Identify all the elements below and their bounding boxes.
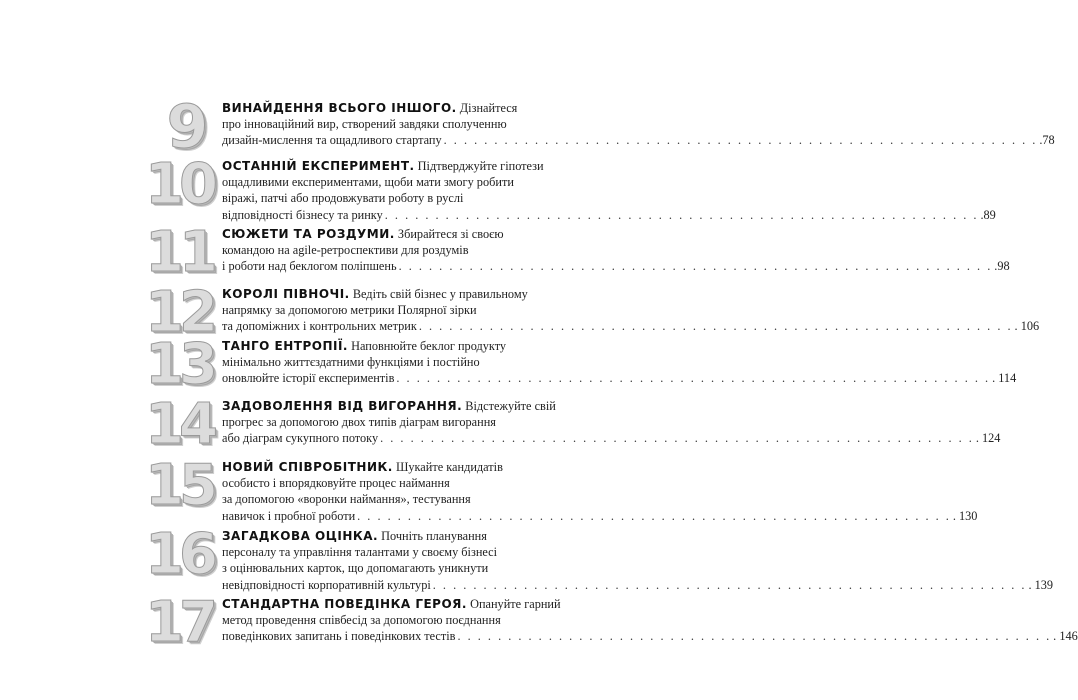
leader-dots bbox=[396, 370, 990, 386]
chapter-title: ЗАДОВОЛЕННЯ ВІД ВИГОРАННЯ. bbox=[222, 399, 463, 413]
chapter-title: ОСТАННІЙ ЕКСПЕРИМЕНТ. bbox=[222, 159, 415, 173]
entry-last-line bbox=[222, 132, 1055, 148]
chapter-title: КОРОЛІ ПІВНОЧІ. bbox=[222, 287, 350, 301]
entry-last-line bbox=[222, 258, 1010, 274]
entry-description: Наповнюйте беклог продукту bbox=[351, 339, 507, 353]
entry-description-line: ощадливими експериментами, щоби мати змогу робити bbox=[222, 175, 514, 190]
entry-description: Почніть планування bbox=[381, 529, 487, 543]
page-number: . 106 bbox=[1014, 319, 1040, 334]
entry-first-line bbox=[222, 338, 548, 354]
entry-text bbox=[222, 158, 996, 223]
entry-description-line: метод проведення співбесід за допомогою поєднання bbox=[222, 613, 501, 628]
leader-dots bbox=[357, 508, 951, 524]
entry-description-line: прогрес за допомогою двох типів діаграм вигорання bbox=[222, 415, 496, 430]
entry-last-line bbox=[222, 207, 996, 223]
chapter-title: ВИНАЙДЕННЯ ВСЬОГО ІНШОГО. bbox=[222, 101, 457, 115]
entry-last-line bbox=[222, 318, 1040, 334]
chapter-title: ТАНГО ЕНТРОПІЇ. bbox=[222, 339, 348, 353]
entry-text bbox=[222, 398, 1001, 447]
entry-last-line bbox=[222, 370, 1017, 386]
entry-description-line: за допомогою «воронки наймання», тестування bbox=[222, 492, 471, 507]
entry-description-line: та допоміжних і контрольних метрик bbox=[222, 319, 417, 334]
leader-dots bbox=[399, 258, 993, 274]
entry-description: Дізнайтеся bbox=[459, 101, 518, 115]
entry-description: Підтверджуйте гіпотези bbox=[417, 159, 544, 173]
entry-first-line bbox=[222, 226, 548, 242]
entry-description-line: відповідності бізнесу та ринку bbox=[222, 207, 383, 222]
page-number: . 139 bbox=[1028, 577, 1054, 592]
page-number: . 114 bbox=[992, 371, 1017, 386]
entry-first-line bbox=[222, 286, 548, 302]
leader-dots bbox=[457, 628, 1051, 644]
entry-description-line: особисто і впорядковуйте процес наймання bbox=[222, 476, 450, 491]
entry-description: Збирайтеся зі своєю bbox=[397, 227, 504, 241]
entry-description-line: невідповідності корпоративній культурі bbox=[222, 577, 431, 592]
entry-description-line: оновлюйте історії експериментів bbox=[222, 371, 395, 386]
entry-text bbox=[222, 100, 1055, 149]
entry-text bbox=[222, 528, 1054, 593]
entry-description-line: поведінкових запитань і поведінкових тестів bbox=[222, 629, 456, 644]
page-number: . 130 bbox=[952, 508, 978, 523]
entry-description-line: мінімально життєздатними функціями і постійно bbox=[222, 355, 480, 370]
chapter-number: 13 bbox=[145, 332, 213, 397]
chapter-title: СЮЖЕТИ ТА РОЗДУМИ. bbox=[222, 227, 395, 241]
entry-first-line bbox=[222, 528, 548, 544]
entry-description-line: або діаграм сукупного потоку bbox=[222, 431, 379, 446]
leader-dots bbox=[433, 577, 1027, 593]
chapter-title: НОВИЙ СПІВРОБІТНИК. bbox=[222, 460, 393, 474]
entry-description-line: командою на agile-ретроспективи для роздумів bbox=[222, 243, 469, 258]
page-number: .98 bbox=[994, 259, 1010, 274]
page-number: .78 bbox=[1039, 133, 1055, 148]
entry-description-line: про інноваційний вир, створений завдяки сполученню bbox=[222, 117, 507, 132]
chapter-number: 16 bbox=[145, 522, 213, 587]
page-number: .89 bbox=[980, 207, 996, 222]
chapter-number: 14 bbox=[145, 392, 213, 457]
entry-text bbox=[222, 286, 1040, 335]
entry-description-line: навичок і пробної роботи bbox=[222, 508, 356, 523]
entry-description-line: персоналу та управління талантами у своєму бізнесі bbox=[222, 545, 498, 560]
leader-dots bbox=[385, 207, 979, 223]
entry-text bbox=[222, 596, 1078, 645]
entry-last-line bbox=[222, 577, 1054, 593]
entry-description: Ведіть свій бізнес у правильному bbox=[352, 287, 528, 301]
entry-first-line bbox=[222, 100, 548, 116]
entry-text bbox=[222, 226, 1010, 275]
page-number: . 124 bbox=[975, 431, 1001, 446]
entry-description: Шукайте кандидатів bbox=[395, 460, 503, 474]
entry-last-line bbox=[222, 430, 1001, 446]
entry-description-line: з оцінювальних карток, що допомагають уникнути bbox=[222, 561, 489, 576]
entry-first-line bbox=[222, 459, 548, 475]
leader-dots bbox=[444, 132, 1038, 148]
entry-text bbox=[222, 338, 1017, 387]
chapter-number: 15 bbox=[145, 453, 213, 518]
entry-description: Відстежуйте свій bbox=[465, 399, 556, 413]
entry-description-line: дизайн-мислення та ощадливого стартапу bbox=[222, 133, 442, 148]
entry-last-line bbox=[222, 628, 1078, 644]
entry-description-line: віражі, патчі або продовжувати роботу в руслі bbox=[222, 191, 464, 206]
chapter-number: 12 bbox=[145, 280, 213, 345]
leader-dots bbox=[419, 318, 1013, 334]
chapter-number: 10 bbox=[145, 152, 213, 217]
entry-first-line bbox=[222, 398, 556, 414]
page-number: . 146 bbox=[1053, 629, 1078, 644]
chapter-number: 11 bbox=[145, 220, 213, 285]
entry-description-line: і роботи над беклогом поліпшень bbox=[222, 259, 397, 274]
entry-text bbox=[222, 459, 978, 524]
entry-first-line bbox=[222, 158, 548, 174]
chapter-number: 17 bbox=[145, 590, 213, 655]
entry-description-line: напрямку за допомогою метрики Полярної зірки bbox=[222, 303, 477, 318]
entry-last-line bbox=[222, 508, 978, 524]
entry-description: Опануйте гарний bbox=[470, 597, 561, 611]
chapter-title: СТАНДАРТНА ПОВЕДІНКА ГЕРОЯ. bbox=[222, 597, 467, 611]
leader-dots bbox=[380, 430, 974, 446]
chapter-number: 9 bbox=[166, 92, 204, 162]
entry-first-line bbox=[222, 596, 561, 612]
chapter-title: ЗАГАДКОВА ОЦІНКА. bbox=[222, 529, 379, 543]
